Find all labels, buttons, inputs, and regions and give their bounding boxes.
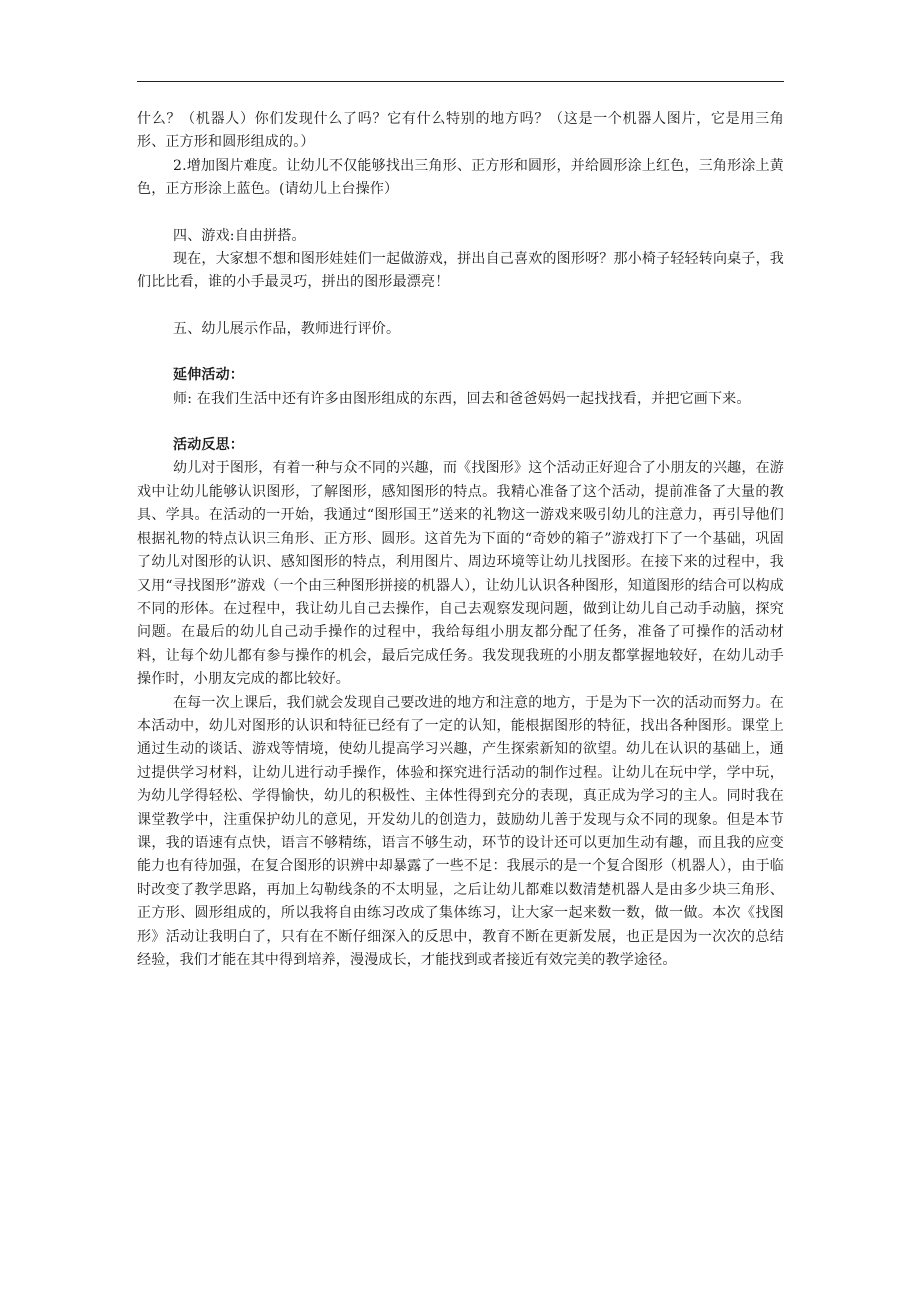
section-4-title: 四、游戏:自由拼搭。 bbox=[173, 227, 306, 244]
extension-activity-heading: 延伸活动： bbox=[173, 367, 244, 384]
paragraph-reflection-1: 幼儿对于图形，有着一种与众不同的兴趣，而《找图形》这个活动正好迎合了小朋友的兴趣，在游戏中让幼儿能够认识图形，了解图形，感知图形的特点。我精心准备了这个活动，提前准备了大量的教具、学具。在活动的一开始，我通过“图形国王”送来的礼物这一游戏来吸引幼儿的注意力，再引导他们根据礼物的特点认识三角形、正方形、圆形。这首先为下面的“奇妙的箱子”游戏打下了一个基础，巩固了幼儿对图形的认识、感知图形的特点，利用图片、周边环境等让幼儿找图形。在接下来的过程中，我又用“寻找图形”游戏（一个由三种图形拼接的机器人），让幼儿认识各种图形，知道图形的结合可以构成不同的形体。在过程中，我让幼儿自己去操作，自己去观察发现问题，做到让幼儿自己动手动脑，探究问题。在最后的幼儿自己动手操作的过程中，我给每组小朋友都分配了任务，准备了可操作的活动材料，让每个幼儿都有参与操作的机会，最后完成任务。我发现我班的小朋友都掌握地较好，在幼儿动手操作时，小朋友完成的都比较好。 bbox=[137, 460, 784, 688]
document-body bbox=[137, 108, 784, 972]
spacer bbox=[137, 295, 784, 318]
spacer bbox=[137, 411, 784, 434]
reflection-heading: 活动反思： bbox=[173, 437, 244, 454]
paragraph-reflection-2: 在每一次上课后，我们就会发现自己要改进的地方和注意的地方，于是为下一次的活动而努力。在本活动中，幼儿对图形的认识和特征已经有了一定的认知，能根据图形的特征，找出各种图形。课堂上通过生动的谈话、游戏等情境，使幼儿提高学习兴趣，产生探索新知的欲望。幼儿在认识的基础上，通过提供学习材料，让幼儿进行动手操作，体验和探究进行活动的制作过程。让幼儿在玩中学，学中玩，为幼儿学得轻松、学得愉快，幼儿的积极性、主体性得到充分的表现，真正成为学习的主人。同时我在课堂教学中，注重保护幼儿的意见，开发幼儿的创造力，鼓励幼儿善于发现与众不同的现象。但是本节课，我的语速有点快，语言不够精练，语言不够生动，环节的设计还可以更加生动有趣，而且我的应变能力也有待加强，在复合图形的识辨中却暴露了一些不足：我展示的是一个复合图形（机器人），由于临时改变了教学思路，再加上勾勒线条的不太明显，之后让幼儿都难以数清楚机器人是由多少块三角形、正方形、圆形组成的，所以我将自由练习改成了集体练习，让大家一起来数一数，做一做。本次《找图形》活动让我明白了，只有在不断仔细深入的反思中，教育不断在更新发展，也正是因为一次次的总结经验，我们才能在其中得到培养，漫漫成长，才能找到或者接近有效完美的教学途径。 bbox=[137, 694, 784, 968]
paragraph-game: 现在，大家想不想和图形娃娃们一起做游戏，拼出自己喜欢的图形呀？那小椅子轻轻转向桌子，我们比比看，谁的小手最灵巧，拼出的图形最漂亮！ bbox=[137, 251, 784, 291]
section-5-title: 五、幼儿展示作品，教师进行评价。 bbox=[173, 320, 401, 337]
paragraph-step-2: 2.增加图片难度。让幼儿不仅能够找出三角形、正方形和圆形，并给圆形涂上红色，三角形涂上黄色，正方形涂上蓝色。(请幼儿上台操作） bbox=[137, 157, 784, 198]
spacer bbox=[137, 202, 784, 225]
header-rule bbox=[137, 81, 784, 82]
paragraph-robot-question: 什么？（机器人）你们发现什么了吗？它有什么特别的地方吗？（这是一个机器人图片，它是用三角形、正方形和圆形组成的。） bbox=[137, 111, 784, 151]
spacer bbox=[137, 341, 784, 364]
paragraph-extension: 师: 在我们生活中还有许多由图形组成的东西，回去和爸爸妈妈一起找找看，并把它画下来。 bbox=[173, 390, 751, 407]
